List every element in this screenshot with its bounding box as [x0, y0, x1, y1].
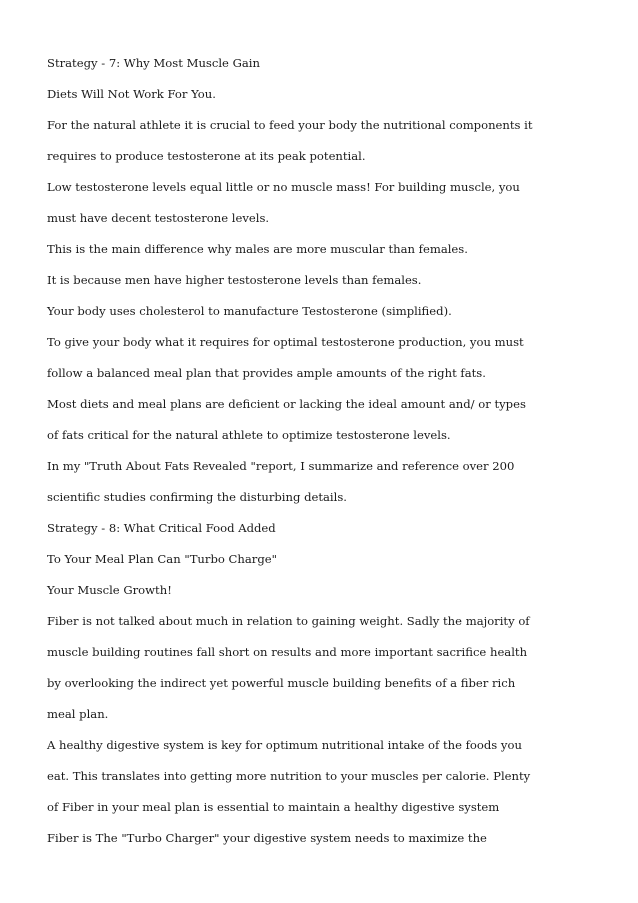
text-line: Most diets and meal plans are deficient or lacking the ideal amount and/ or types — [47, 397, 526, 411]
text-line: Fiber is not talked about much in relation to gaining weight. Sadly the majority of — [47, 614, 530, 628]
text-line: Your body uses cholesterol to manufacture Testosterone (simplified). — [47, 304, 452, 318]
text-line: Fiber is The "Turbo Charger" your digestive system needs to maximize the — [47, 831, 487, 845]
text-line: muscle building routines fall short on results and more important sacrifice health — [47, 645, 528, 659]
text-line: Low testosterone levels equal little or no muscle mass! For building muscle, you — [47, 180, 520, 194]
heading-strategy-7-line-1: Strategy - 7: Why Most Muscle Gain — [47, 56, 260, 70]
document-body — [47, 48, 607, 854]
text-line: For the natural athlete it is crucial to feed your body the nutritional components it — [47, 118, 533, 132]
text-line: meal plan. — [47, 707, 109, 721]
text-line: scientific studies confirming the disturbing details. — [47, 490, 347, 504]
text-line: To give your body what it requires for optimal testosterone production, you must — [47, 335, 524, 349]
text-line: It is because men have higher testosterone levels than females. — [47, 273, 422, 287]
heading-strategy-8-line-3: Your Muscle Growth! — [47, 583, 172, 597]
heading-strategy-8-line-1: Strategy - 8: What Critical Food Added — [47, 521, 276, 535]
text-line: requires to produce testosterone at its peak potential. — [47, 149, 366, 163]
text-line: of Fiber in your meal plan is essential to maintain a healthy digestive system — [47, 800, 500, 814]
text-line: must have decent testosterone levels. — [47, 211, 270, 225]
text-line: eat. This translates into getting more nutrition to your muscles per calorie. Plenty — [47, 769, 531, 783]
text-line: This is the main difference why males are more muscular than females. — [47, 242, 468, 256]
heading-strategy-8-line-2: To Your Meal Plan Can "Turbo Charge" — [47, 552, 277, 566]
text-line: of fats critical for the natural athlete to optimize testosterone levels. — [47, 428, 451, 442]
text-line: follow a balanced meal plan that provides ample amounts of the right fats. — [47, 366, 486, 380]
text-line: In my "Truth About Fats Revealed "report, I summarize and reference over 200 — [47, 459, 515, 473]
heading-strategy-7-line-2: Diets Will Not Work For You. — [47, 87, 216, 101]
text-line: by overlooking the indirect yet powerful muscle building benefits of a fiber rich — [47, 676, 516, 690]
text-line: A healthy digestive system is key for optimum nutritional intake of the foods you — [47, 738, 522, 752]
